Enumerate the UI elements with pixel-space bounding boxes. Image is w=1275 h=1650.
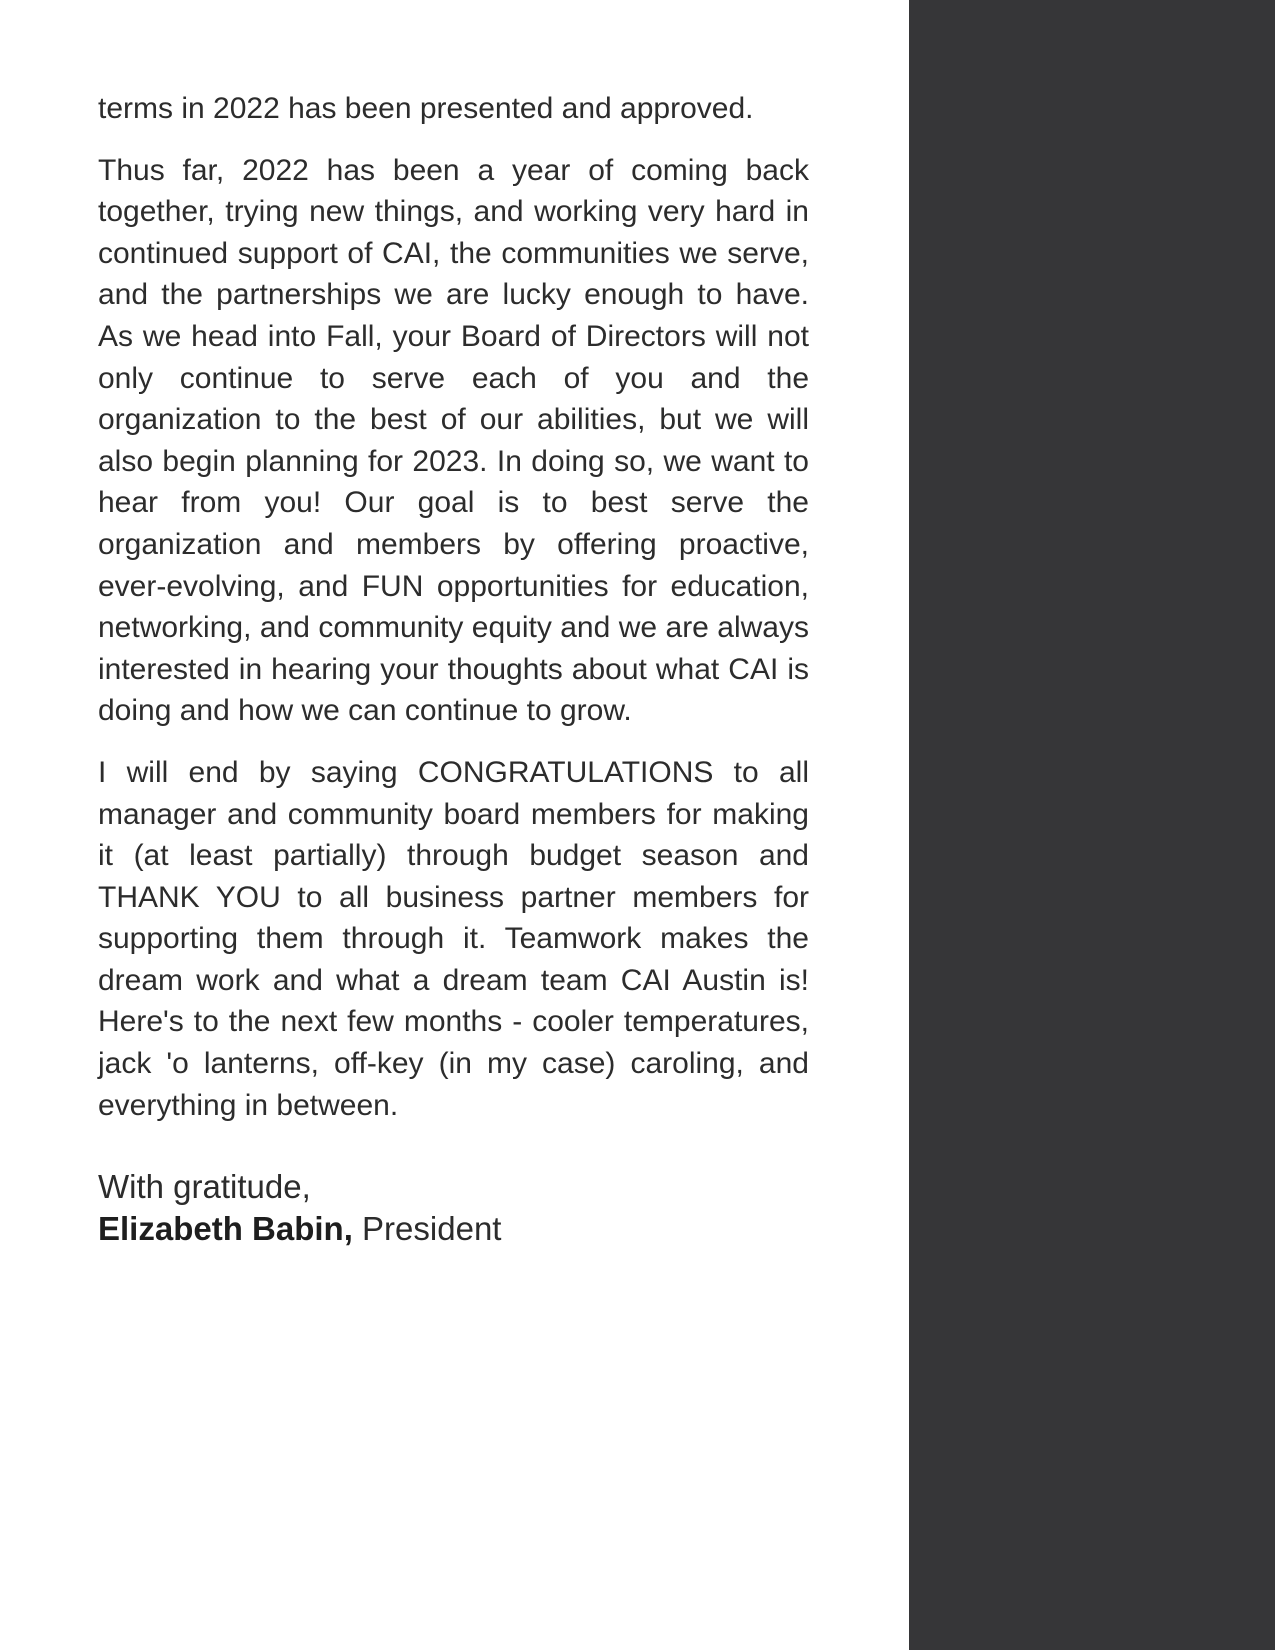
signature-line: [98, 1208, 809, 1250]
paragraph-year-review: Thus far, 2022 has been a year of coming back together, trying new things, and working very hard in continued support of CAI, the communities we serve, and the partnerships we are lucky enough to have. As we head into Fall, your Board of Directors will not only continue to serve each of you and the organization to the best of our abilities, but we will also begin planning for 2023. In doing so, we want to hear from you! Our goal is to best serve the organization and members by offering proactive, ever-evolving, and FUN opportunities for education, networking, and community equity and we are always interested in hearing your thoughts about what CAI is doing and how we can continue to grow.: [98, 153, 809, 728]
signer-title: President: [362, 1210, 502, 1248]
side-decorative-band: [909, 0, 1275, 1650]
paragraph-congratulations: I will end by saying CONGRATULATIONS to all manager and community board members for making it (at least partially) through budget season and THANK YOU to all business partner members for supporting them through it. Teamwork makes the dream work and what a dream team CAI Austin is! Here's to the next few months - cooler temperatures, jack 'o lanterns, off-key (in my case) caroling, and everything in between.: [98, 755, 809, 1122]
signature-block: [98, 1166, 809, 1250]
signer-name: Elizabeth Babin,: [98, 1210, 353, 1248]
letter-body: [98, 88, 809, 1250]
closing-salutation: With gratitude,: [98, 1168, 311, 1206]
paragraph-approval: terms in 2022 has been presented and approved.: [98, 92, 754, 125]
